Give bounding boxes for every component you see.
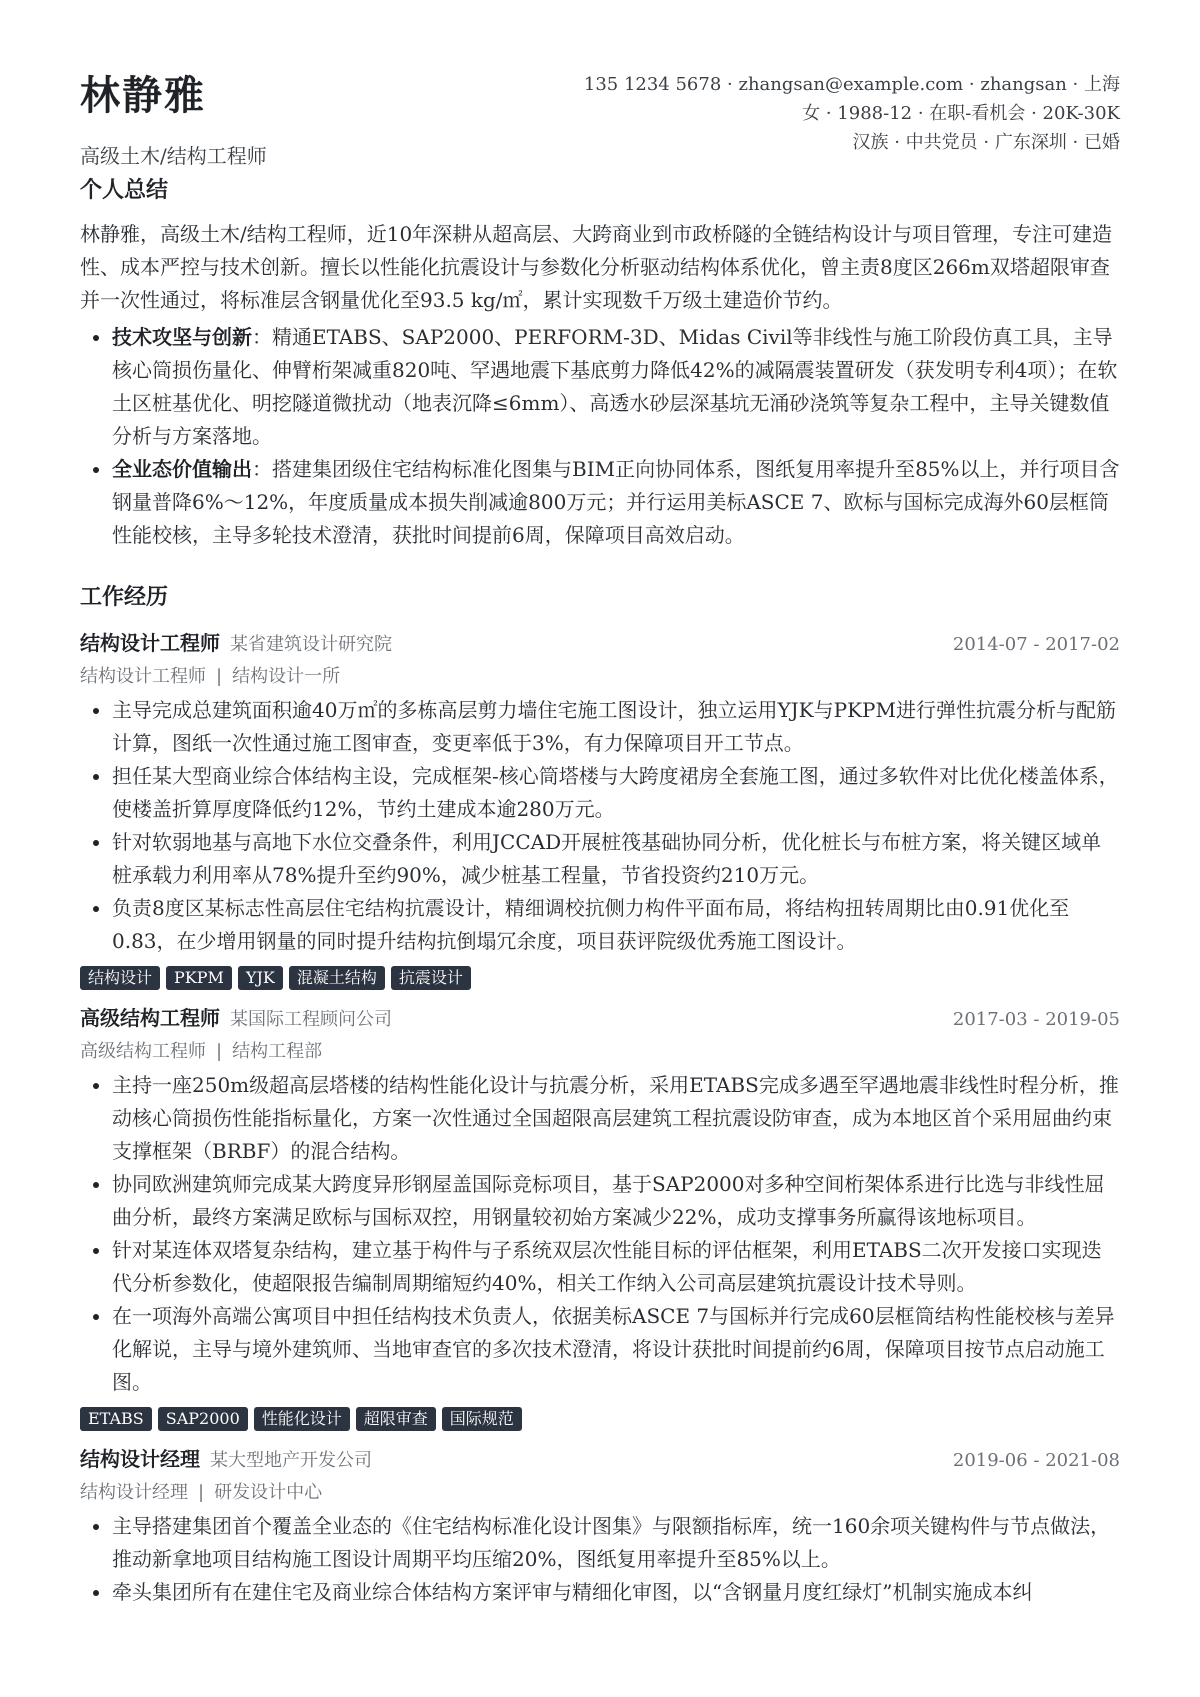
job-heading: [80, 1002, 392, 1031]
skill-tags: [80, 966, 1120, 990]
separator: |: [216, 665, 223, 687]
contact-info: [584, 70, 1120, 157]
skill-tag: 国际规范: [442, 1407, 522, 1431]
job-dates: 2019-06 - 2021-08: [952, 1449, 1120, 1471]
job-department: 结构工程部: [232, 1040, 323, 1062]
job-entry: [80, 1002, 1120, 1431]
skill-tag: YJK: [238, 966, 283, 990]
job-bullet: • 协同欧洲建筑师完成某大跨度异形钢屋盖国际竞标项目，基于SAP2000对多种空间桁架体系进行比选与非线性屈曲分析，最终方案满足欧标与国标双控，用钢量较初始方案减少22%，成功支撑事务所赢得该地标项目。: [112, 1168, 1120, 1234]
summary-section: [80, 175, 1120, 552]
contact-line: 135 1234 5678 · zhangsan@example.com · zhangsan · 上海: [583, 74, 1120, 95]
job-bullet: • 牵头集团所有在建住宅及商业综合体结构方案评审与精细化审图，以“含钢量月度红绿灯”机制实施成本纠: [112, 1576, 1120, 1609]
summary-paragraph: 林静雅，高级土木/结构工程师，近10年深耕从超高层、大跨商业到市政桥隧的全链结构设计与项目管理，专注可建造性、成本严控与技术创新。擅长以性能化抗震设计与参数化分析驱动结构体系优化，曾主责8度区266m双塔超限审查并一次性通过，将标准层含钢量优化至93.5 kg/㎡，累计实现数千万级土建造价节约。: [80, 221, 1113, 312]
bullet-label: 全业态价值输出: [112, 456, 252, 481]
separator: |: [216, 1040, 223, 1062]
bullet-text: ：搭建集团级住宅结构标准化图集与BIM正向协同体系，图纸复用率提升至85%以上，并行项目含钢量普降6%～12%，年度质量成本损失削减逾800万元；并行运用美标ASCE 7、欧标与国标完成海外60层框筒性能校核，主导多轮技术澄清，获批时间提前6周，保障项目高效启动。: [112, 456, 1120, 547]
company-name: 某国际工程顾问公司: [230, 1008, 392, 1030]
summary-bullet: [112, 453, 1120, 552]
job-position: 结构设计经理: [80, 1481, 188, 1503]
job-bullets: [80, 1069, 1120, 1399]
skill-tag: ETABS: [80, 1407, 152, 1431]
skill-tag: 结构设计: [80, 966, 160, 990]
skill-tag: 性能化设计: [254, 1407, 350, 1431]
candidate-role: 高级土木/结构工程师: [80, 144, 267, 168]
job-header: [80, 1002, 1120, 1031]
section-title: 工作经历: [80, 583, 169, 610]
job-bullet: • 主导搭建集团首个覆盖全业态的《住宅结构标准化设计图集》与限额指标库，统一160余项关键构件与节点做法，推动新拿地项目结构施工图设计周期平均压缩20%，图纸复用率提升至85%以上。: [112, 1510, 1120, 1576]
skill-tag: 超限审查: [356, 1407, 436, 1431]
job-department: 研发设计中心: [214, 1481, 323, 1503]
job-position: 高级结构工程师: [80, 1040, 206, 1062]
job-bullets: [80, 1510, 1120, 1609]
job-bullet: • 在一项海外高端公寓项目中担任结构技术负责人，依据美标ASCE 7与国标并行完成60层框筒结构性能校核与差异化解说，主导与境外建筑师、当地审查官的多次技术澄清，将设计获批时间提前约6周，保障项目按节点启动施工图。: [112, 1300, 1120, 1399]
job-bullet: • 针对软弱地基与高地下水位交叠条件，利用JCCAD开展桩筏基础协同分析，优化桩长与布桩方案，将关键区域单桩承载力利用率从78%提升至约90%，减少桩基工程量，节省投资约210万元。: [112, 826, 1120, 892]
skill-tag: 抗震设计: [391, 966, 471, 990]
resume-header: [80, 0, 1120, 168]
contact-line: 女 · 1988-12 · 在职-看机会 · 20K-30K: [802, 103, 1120, 124]
skill-tag: PKPM: [166, 966, 232, 990]
section-title: 个人总结: [80, 177, 169, 203]
job-bullets: [80, 694, 1120, 958]
summary-bullet: [112, 321, 1120, 453]
bullet-text: ：精通ETABS、SAP2000、PERFORM-3D、Midas Civil等非线性与施工阶段仿真工具，主导核心筒损伤量化、伸臂桁架减重820吨、罕遇地震下基底剪力降低42%的减隔震装置研发（获发明专利4项）；在软土区桩基优化、明挖隧道微扰动（地表沉降≤6mm）、高透水砂层深基坑无涌砂浇筑等复杂工程中，主导关键数值分析与方案落地。: [112, 324, 1118, 448]
job-entry: [80, 1443, 1120, 1609]
company-name: 某大型地产开发公司: [210, 1449, 372, 1471]
job-subtitle: [80, 1037, 1120, 1063]
job-heading: [80, 627, 392, 656]
job-heading: [80, 1443, 372, 1472]
job-title: 结构设计工程师: [80, 630, 220, 655]
job-position: 结构设计工程师: [80, 665, 206, 687]
job-bullet: • 针对某连体双塔复杂结构，建立基于构件与子系统双层次性能目标的评估框架，利用ETABS二次开发接口实现迭代分析参数化，使超限报告编制周期缩短约40%，相关工作纳入公司高层建筑抗震设计技术导则。: [112, 1234, 1120, 1300]
job-dates: 2014-07 - 2017-02: [952, 633, 1120, 655]
skill-tag: SAP2000: [158, 1407, 248, 1431]
job-bullet: • 主导完成总建筑面积逾40万㎡的多栋高层剪力墙住宅施工图设计，独立运用YJK与PKPM进行弹性抗震分析与配筋计算，图纸一次性通过施工图审查，变更率低于3%，有力保障项目开工节点。: [112, 694, 1120, 760]
contact-line: 汉族 · 中共党员 · 广东深圳 · 已婚: [852, 132, 1120, 153]
separator: |: [198, 1481, 205, 1503]
job-dates: 2017-03 - 2019-05: [952, 1008, 1120, 1030]
candidate-name: 林静雅: [80, 72, 206, 119]
job-bullet: • 主持一座250m级超高层塔楼的结构性能化设计与抗震分析，采用ETABS完成多遇至罕遇地震非线性时程分析，推动核心筒损伤性能指标量化，方案一次性通过全国超限高层建筑工程抗震设防审查，成为本地区首个采用屈曲约束支撑框架（BRBF）的混合结构。: [112, 1069, 1120, 1168]
job-header: [80, 627, 1120, 656]
job-header: [80, 1443, 1120, 1472]
job-title: 高级结构工程师: [80, 1005, 220, 1030]
job-title: 结构设计经理: [80, 1446, 200, 1471]
bullet-label: 技术攻坚与创新: [112, 324, 252, 349]
job-bullet: • 负责8度区某标志性高层住宅结构抗震设计，精细调校抗侧力构件平面布局，将结构扭转周期比由0.91优化至0.83，在少增用钢量的同时提升结构抗倒塌冗余度，项目获评院级优秀施工图设计。: [112, 892, 1120, 958]
job-bullet: • 担任某大型商业综合体结构主设，完成框架-核心筒塔楼与大跨度裙房全套施工图，通过多软件对比优化楼盖体系，使楼盖折算厚度降低约12%，节约土建成本逾280万元。: [112, 760, 1120, 826]
skill-tags: [80, 1407, 1120, 1431]
job-department: 结构设计一所: [232, 665, 341, 687]
skill-tag: 混凝土结构: [289, 966, 385, 990]
job-subtitle: [80, 662, 1120, 688]
job-entry: [80, 627, 1120, 990]
summary-bullets: [80, 321, 1120, 552]
company-name: 某省建筑设计研究院: [230, 633, 392, 655]
job-subtitle: [80, 1478, 1120, 1504]
